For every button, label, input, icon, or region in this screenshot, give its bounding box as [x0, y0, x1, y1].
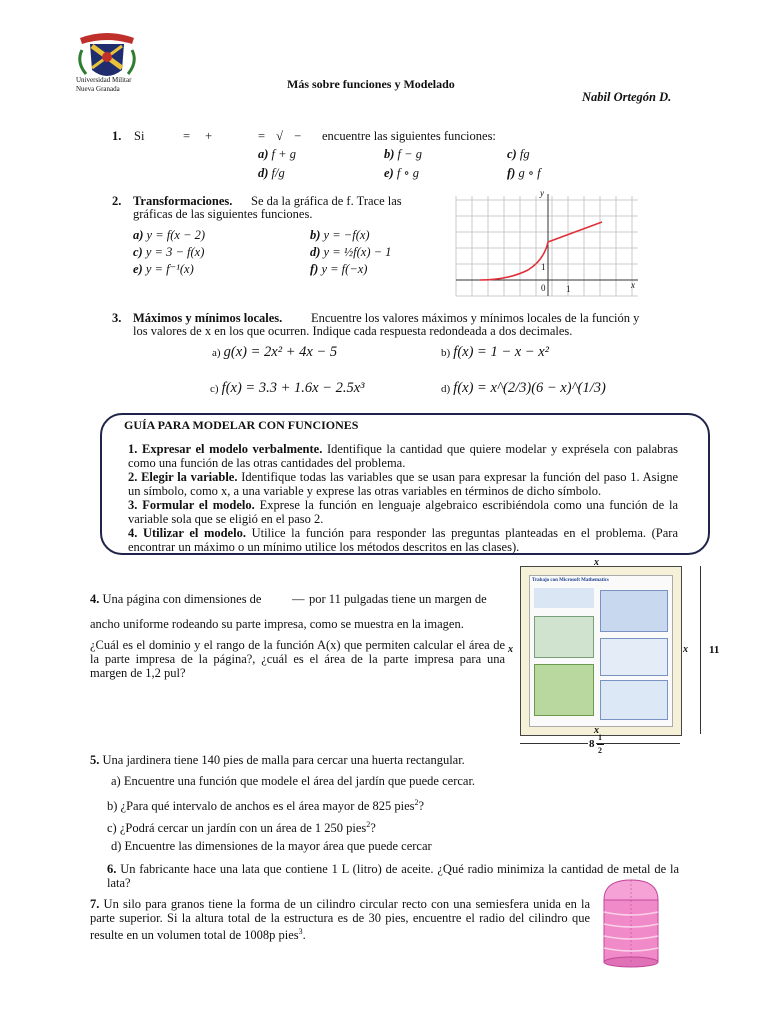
q3-option-a: a) g(x) = 2x² + 4x − 5: [212, 344, 338, 360]
q3-text-2: los valores de x en los que ocurren. Indique cada respuesta redondeada a dos decimales.: [133, 324, 573, 338]
page-title: Más sobre funciones y Modelado: [287, 77, 455, 91]
q1-option-a: a) f + g: [258, 147, 296, 161]
guide-step-4: 4. Utilizar el modelo. Utilice la función para responder las preguntas planteadas en el problema. (Para encontrar un máximo o un mínimo utilice los métodos descritos en las clases).: [128, 526, 678, 554]
guide-step-2: 2. Elegir la variable. Identifique todas las variables que se usan para expresar la función del paso 1. Asigne un símbolo, como x, a una variable y exprese las otras variables en términos de dicho símbolo.: [128, 470, 679, 498]
q2-option-d: d) y = ½f(x) − 1: [310, 245, 392, 259]
graph-tick-y: 1: [541, 262, 546, 272]
q3-number: 3.: [112, 311, 122, 325]
q4-line-2: ancho uniforme rodeando su parte impresa, como se muestra en la imagen.: [90, 617, 464, 631]
q2-text-1: Se da la gráfica de f. Trace las: [251, 194, 402, 208]
q1-option-d: d) f/g: [258, 166, 285, 180]
q4-line-1b: por 11 pulgadas tiene un margen de: [309, 592, 487, 606]
page-figure: [520, 566, 682, 736]
q2-option-b: b) y = −f(x): [310, 228, 370, 242]
function-graph: [448, 188, 644, 300]
graph-tick-x: 1: [566, 284, 571, 294]
q5-part-d: d) Encuentre las dimensiones de la mayor área que puede cercar: [111, 839, 432, 853]
q1-option-b: b) f − g: [384, 147, 422, 161]
height-dimension-line: [700, 566, 701, 734]
guide-step-1: 1. Expresar el modelo verbalmente. Identifique la cantidad que quiere modelar y exprésela con palabras como una función de las otras cantidades del problema.: [128, 442, 678, 470]
q5-intro: 5. Una jardinera tiene 140 pies de malla para cercar una huerta rectangular.: [90, 753, 465, 767]
q6-text: 6. Un fabricante hace una lata que contiene 1 L (litro) de aceite. ¿Qué radio minimiza la cantidad de metal de la lata?: [107, 862, 679, 890]
guide-title: GUÍA PARA MODELAR CON FUNCIONES: [124, 418, 359, 432]
logo-text-1: Universidad Militar: [76, 76, 132, 84]
q1-number: 1.: [112, 129, 122, 143]
figure-x-right: x: [683, 644, 688, 655]
q1-intro: Si: [134, 129, 145, 143]
logo-text-2: Nueva Granada: [76, 85, 120, 93]
q4-line-1: 4. Una página con dimensiones de: [90, 592, 262, 606]
author-name: Nabil Ortegón D.: [582, 90, 672, 104]
guide-step-3: 3. Formular el modelo. Exprese la función en lenguaje algebraico escribiéndola como una función de la variable sola que se eligió en el paso 2.: [128, 498, 678, 526]
printed-area-title: Trabajo con Microsoft Mathematics: [532, 578, 609, 583]
printed-area: [529, 575, 673, 727]
graph-y-label: y: [540, 188, 544, 198]
q2-option-f: f) y = f(−x): [310, 262, 368, 276]
q1-option-f: f) g ∘ f: [507, 166, 541, 180]
figure-width-num: 1: [598, 733, 602, 742]
q5-part-a: a) Encuentre una función que modele el área del jardín que puede cercar.: [111, 774, 476, 788]
q5-part-b: b) ¿Para qué intervalo de anchos es el área mayor de 825 pies$^2$?: [107, 798, 425, 814]
graph-x-label: x: [631, 280, 635, 290]
q3-text-1: Encuentre los valores máximos y mínimos locales de la función y: [311, 311, 640, 325]
graph-origin: 0: [541, 283, 546, 293]
q1-option-c: c) fg: [507, 147, 530, 161]
q5-part-c: c) ¿Podrá cercar un jardín con un área de 1 250 pies$^2$?: [107, 820, 376, 836]
q2-text-2: gráficas de las siguientes funciones.: [133, 207, 313, 221]
q7-text: 7. Un silo para granos tiene la forma de un cilindro circular recto con una semiesfera unida en la parte superior. Si la altura total de la estructura es de 30 pies, encuentre el radio del cilindro que resulte en un volumen total de 1008p pies$^3$.: [90, 897, 591, 943]
q1-op-sqrt: = √ −: [258, 129, 306, 143]
figure-x-top: x: [594, 557, 599, 568]
q1-op-plus: = +: [183, 129, 219, 143]
q1-option-e: e) f ∘ g: [384, 166, 419, 180]
q1-tail: encuentre las siguientes funciones:: [322, 129, 496, 143]
q3-option-b: b) f(x) = 1 − x − x²: [441, 344, 549, 360]
q2-option-c: c) y = 3 − f(x): [133, 245, 205, 259]
figure-width-frac-bar: [597, 744, 604, 745]
q3-option-c: c) f(x) = 3.3 + 1.6x − 2.5x³: [210, 380, 365, 396]
q2-number: 2.: [112, 194, 122, 208]
figure-width-den: 2: [598, 746, 602, 755]
q2-option-e: e) y = f⁻¹(x): [133, 262, 194, 276]
figure-width-whole: 8: [589, 738, 595, 750]
q2-option-a: a) y = f(x − 2): [133, 228, 206, 242]
q2-title: Transformaciones.: [133, 194, 233, 208]
figure-x-bottom: x: [594, 725, 599, 736]
q3-option-d: d) f(x) = x^(2/3)(6 − x)^(1/3): [441, 380, 606, 396]
silo-illustration: [600, 878, 662, 970]
q4-line-3: ¿Cuál es el dominio y el rango de la función A(x) que permiten calcular el área de la parte impresa de la página?, ¿cuál es el área de la parte impresa para una margen de 1,2 pul?: [90, 638, 505, 680]
figure-height: 11: [709, 644, 720, 656]
q4-fraction-placeholder: —: [292, 592, 305, 606]
q3-title: Máximos y mínimos locales.: [133, 311, 283, 325]
figure-x-left: x: [508, 644, 513, 655]
